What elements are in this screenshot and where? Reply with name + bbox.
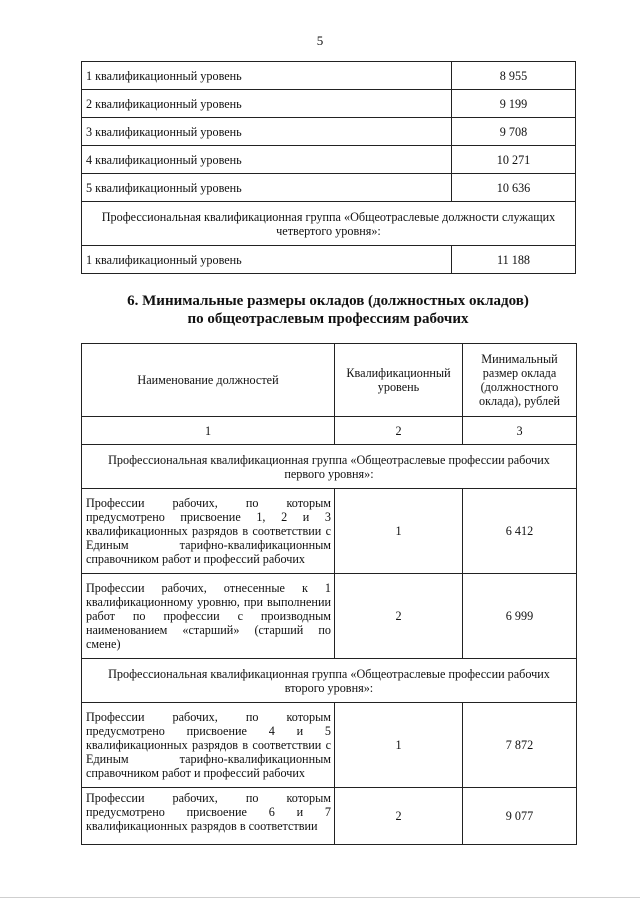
salary-value: 7 872 [463,703,577,788]
profession-name: Профессии рабочих, по которым предусмотрено присвоение 4 и 5 квалификационных разрядов в соответствии с Единым тарифно-квалификационным справочником работ и профессий рабочих [82,703,335,788]
table-row [82,489,577,574]
salary-value: 6 999 [463,574,577,659]
level-label: 3 квалификационный уровень [82,118,452,146]
page-bottom-divider [0,897,640,898]
salary-value: 10 271 [452,146,576,174]
group-title: Профессиональная квалификационная группа «Общеотраслевые профессии рабочих второго уровня»: [82,659,577,703]
table-row [82,90,576,118]
section-heading [80,292,576,328]
group-header-row [82,202,576,246]
table-row [82,788,577,845]
header-qualification-level: Квалификационный уровень [335,344,463,417]
salary-value: 11 188 [452,246,576,274]
qualification-level: 2 [335,788,463,845]
qualification-level: 1 [335,489,463,574]
qualification-level: 2 [335,574,463,659]
salary-value: 8 955 [452,62,576,90]
profession-name: Профессии рабочих, по которым предусмотрено присвоение 6 и 7 квалификационных разрядов в соответствии [82,788,335,845]
salary-table-continued [81,61,576,274]
column-number: 2 [335,417,463,445]
column-number: 3 [463,417,577,445]
level-label: 4 квалификационный уровень [82,146,452,174]
table-row [82,574,577,659]
level-label: 2 квалификационный уровень [82,90,452,118]
level-label: 5 квалификационный уровень [82,174,452,202]
table-row [82,118,576,146]
table-row [82,62,576,90]
table-row [82,703,577,788]
group-title: Профессиональная квалификационная группа «Общеотраслевые профессии рабочих первого уровня»: [82,445,577,489]
page-number: 5 [316,33,324,48]
table-row [82,146,576,174]
salary-value: 6 412 [463,489,577,574]
group-title-row [82,445,577,489]
header-position-name: Наименование должностей [82,344,335,417]
level-label: 1 квалификационный уровень [82,62,452,90]
header-min-salary: Минимальный размер оклада (должностного оклада), рублей [463,344,577,417]
section-heading-line1: 6. Минимальные размеры окладов (должностных окладов) [127,293,529,309]
workers-salary-table [81,343,577,845]
salary-value: 9 199 [452,90,576,118]
qualification-level: 1 [335,703,463,788]
level-label: 1 квалификационный уровень [82,246,452,274]
profession-name: Профессии рабочих, по которым предусмотрено присвоение 1, 2 и 3 квалификационных разрядов в соответствии с Единым тарифно-квалификационным справочником работ и профессий рабочих [82,489,335,574]
profession-name: Профессии рабочих, отнесенные к 1 квалификационному уровню, при выполнении работ по профессии с производным наименованием «старший» (старший по смене) [82,574,335,659]
table-row [82,174,576,202]
salary-value: 9 708 [452,118,576,146]
table-header-row [82,344,577,417]
group-title-row [82,659,577,703]
column-numbers-row [82,417,577,445]
section-heading-line2: по общеотраслевым профессиям рабочих [187,311,469,327]
salary-value: 10 636 [452,174,576,202]
group-header: Профессиональная квалификационная группа «Общеотраслевые должности служащих четвертого уровня»: [82,202,576,246]
column-number: 1 [82,417,335,445]
salary-value: 9 077 [463,788,577,845]
table-row [82,246,576,274]
